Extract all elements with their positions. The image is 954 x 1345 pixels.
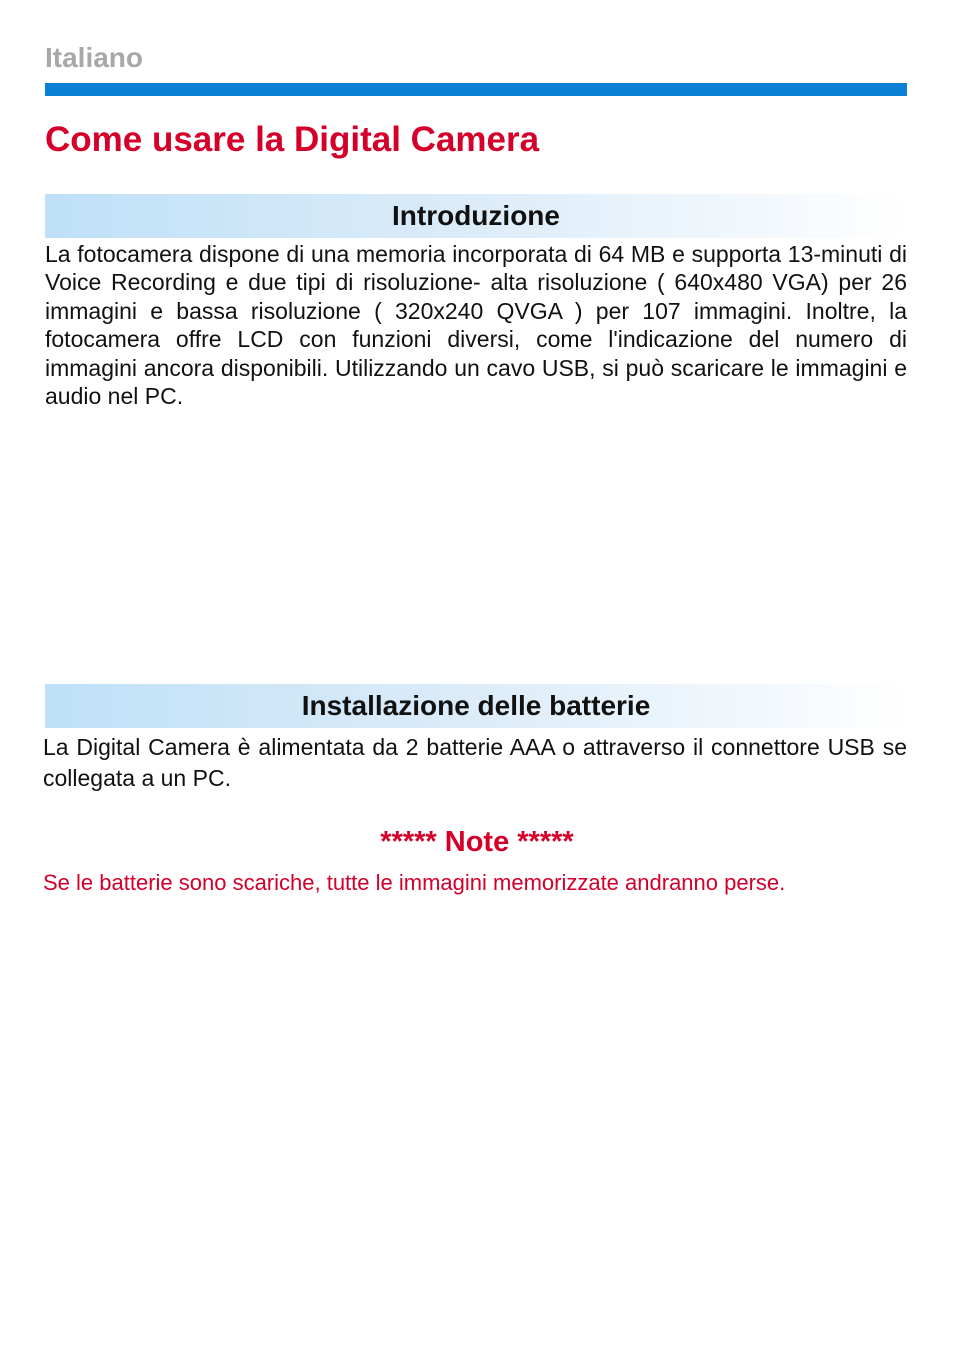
batteries-paragraph: La Digital Camera è alimentata da 2 batterie AAA o attraverso il connettore USB se collegata a un PC. [43,734,907,791]
page-title: Come usare la Digital Camera [45,120,540,159]
header-accent-bar [45,83,907,96]
section-heading-introduzione: Introduzione [45,194,907,238]
language-label: Italiano [45,42,144,73]
intro-paragraph: La fotocamera dispone di una memoria incorporata di 64 MB e supporta 13-minuti di Voice Recording e due tipi di risoluzione- alta risoluzione ( 640x480 VGA) per 26 immagini e bassa risoluzione ( 320x240 QVGA ) per 107 immagini. Inoltre, la fotocamera offre LCD con funzioni diversi, come l'indicazione del numero di immagini ancora disponibili. Utilizzando un cavo USB, si può scaricare le immagini e audio nel PC. [45,241,907,410]
note-text: Se le batterie sono scariche, tutte le immagini memorizzate andranno perse. [43,870,786,895]
section-heading-batterie: Installazione delle batterie [45,684,907,728]
note-title: ***** Note ***** [380,826,574,858]
